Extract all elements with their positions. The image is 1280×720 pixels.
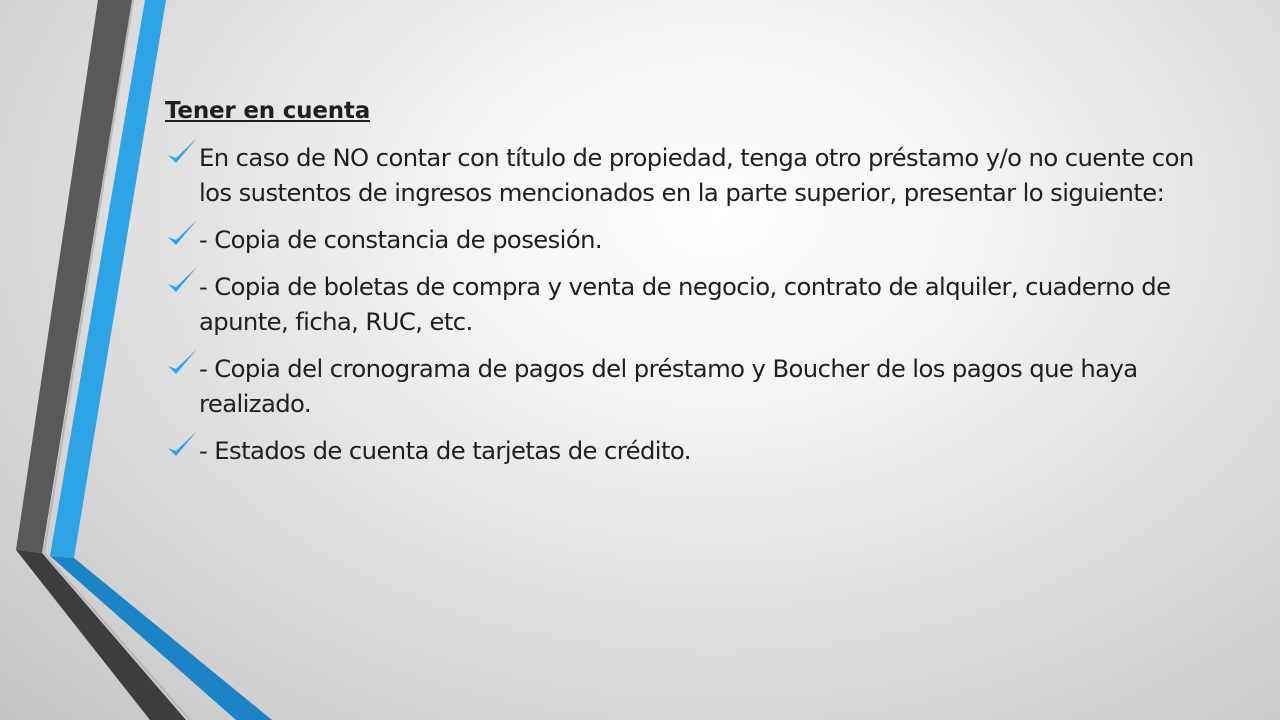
bullet-text: - Copia de constancia de posesión. xyxy=(199,225,603,254)
bullet-item xyxy=(165,222,1205,257)
bullet-text: En caso de NO contar con título de propiedad, tenga otro préstamo y/o no cuente con los sustentos de ingresos mencionados en la parte superior, presentar lo siguiente: xyxy=(199,143,1194,207)
bullet-item xyxy=(165,140,1205,210)
slide-heading: Tener en cuenta xyxy=(165,98,371,124)
bullet-text: - Copia de boletas de compra y venta de negocio, contrato de alquiler, cuaderno de apunte, ficha, RUC, etc. xyxy=(199,272,1171,336)
bullet-text: - Copia del cronograma de pagos del préstamo y Boucher de los pagos que haya realizado. xyxy=(199,354,1138,418)
checkmark-icon xyxy=(165,347,199,381)
checkmark-icon xyxy=(165,429,199,463)
checkmark-icon xyxy=(165,136,199,170)
bullet-item xyxy=(165,269,1205,339)
slide-content xyxy=(165,98,1205,480)
bullet-text: - Estados de cuenta de tarjetas de crédito. xyxy=(199,436,691,465)
bullet-item xyxy=(165,351,1205,421)
bullet-item xyxy=(165,433,1205,468)
checkmark-icon xyxy=(165,218,199,252)
checkmark-icon xyxy=(165,265,199,299)
